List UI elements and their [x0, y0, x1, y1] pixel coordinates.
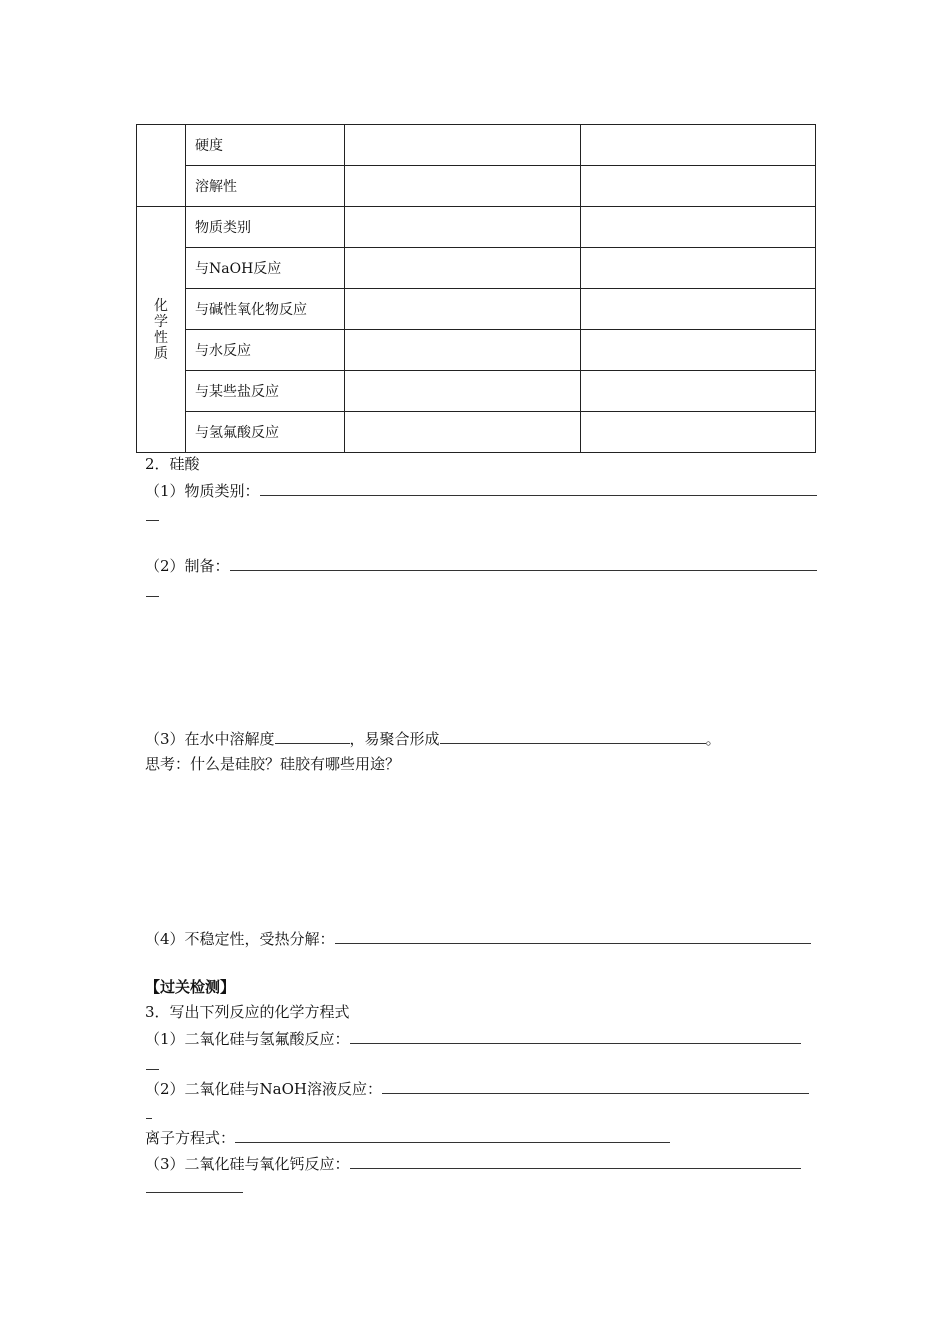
reaction-2 [145, 1078, 809, 1098]
think-question: 思考：什么是硅胶？硅胶有哪些用途？ [145, 755, 401, 773]
physical-group-cell [137, 125, 186, 207]
table-row [137, 289, 816, 330]
table-row [137, 371, 816, 412]
answer-blank[interactable] [350, 1153, 801, 1169]
answer-cell[interactable] [581, 125, 816, 166]
answer-cell[interactable] [581, 207, 816, 248]
row-label-basic-oxide: 与碱性氧化物反应 [186, 289, 345, 330]
answer-cell[interactable] [581, 289, 816, 330]
answer-blank[interactable] [260, 480, 817, 496]
table-row [137, 166, 816, 207]
question-1-label: （1）物质类别： [145, 482, 260, 500]
answer-cell[interactable] [345, 330, 581, 371]
reaction-3-label: （3）二氧化硅与氧化钙反应： [145, 1155, 350, 1173]
row-label-hardness: 硬度 [186, 125, 345, 166]
question-3-mid: ，易聚合形成 [349, 730, 440, 748]
answer-blank[interactable] [350, 1028, 801, 1044]
table-row [137, 248, 816, 289]
answer-cell[interactable] [581, 166, 816, 207]
question-1 [145, 480, 817, 500]
chemical-group-label: 化学性质 [154, 297, 168, 362]
reaction-1 [145, 1028, 801, 1048]
row-label-water: 与水反应 [186, 330, 345, 371]
ionic-equation-label: 离子方程式： [145, 1129, 236, 1147]
answer-cell[interactable] [581, 248, 816, 289]
reaction-1-label: （1）二氧化硅与氢氟酸反应： [145, 1030, 350, 1048]
answer-cell[interactable] [581, 412, 816, 453]
answer-blank[interactable] [230, 555, 817, 571]
answer-cell[interactable] [345, 248, 581, 289]
properties-table [136, 124, 816, 453]
answer-blank[interactable] [440, 728, 706, 744]
answer-blank[interactable] [235, 1127, 670, 1143]
answer-cell[interactable] [345, 289, 581, 330]
answer-blank-continuation[interactable] [146, 1118, 152, 1119]
section-heading-silicic-acid: 2．硅酸 [145, 455, 200, 473]
answer-cell[interactable] [345, 207, 581, 248]
answer-blank[interactable] [275, 728, 350, 744]
answer-blank-continuation[interactable] [146, 596, 159, 597]
row-label-solubility: 溶解性 [186, 166, 345, 207]
table-row [137, 207, 816, 248]
answer-blank-continuation[interactable] [146, 520, 159, 521]
question-3-end: 。 [705, 730, 721, 748]
row-label-category: 物质类别 [186, 207, 345, 248]
answer-cell[interactable] [581, 371, 816, 412]
answer-blank-continuation[interactable] [146, 1069, 159, 1070]
reaction-3 [145, 1153, 801, 1173]
answer-cell[interactable] [581, 330, 816, 371]
question-2 [145, 555, 817, 575]
answer-blank-continuation[interactable] [146, 1192, 243, 1193]
task-instruction: 3．写出下列反应的化学方程式 [145, 1003, 350, 1021]
section-heading-check: 【过关检测】 [145, 978, 236, 996]
question-3-prefix: （3）在水中溶解度 [145, 730, 275, 748]
chemical-group-cell [137, 207, 186, 453]
question-2-label: （2）制备： [145, 557, 230, 575]
ionic-equation [145, 1127, 670, 1147]
answer-blank[interactable] [335, 928, 811, 944]
reaction-2-label: （2）二氧化硅与NaOH溶液反应： [145, 1080, 382, 1098]
question-4-label: （4）不稳定性，受热分解： [145, 930, 335, 948]
question-4 [145, 928, 811, 948]
row-label-salts: 与某些盐反应 [186, 371, 345, 412]
question-3 [145, 728, 721, 748]
answer-cell[interactable] [345, 166, 581, 207]
answer-cell[interactable] [345, 371, 581, 412]
row-label-naoh: 与NaOH反应 [186, 248, 345, 289]
table-row [137, 330, 816, 371]
answer-cell[interactable] [345, 412, 581, 453]
row-label-hf: 与氢氟酸反应 [186, 412, 345, 453]
answer-blank[interactable] [382, 1078, 809, 1094]
answer-cell[interactable] [345, 125, 581, 166]
table-row [137, 125, 816, 166]
table-row [137, 412, 816, 453]
